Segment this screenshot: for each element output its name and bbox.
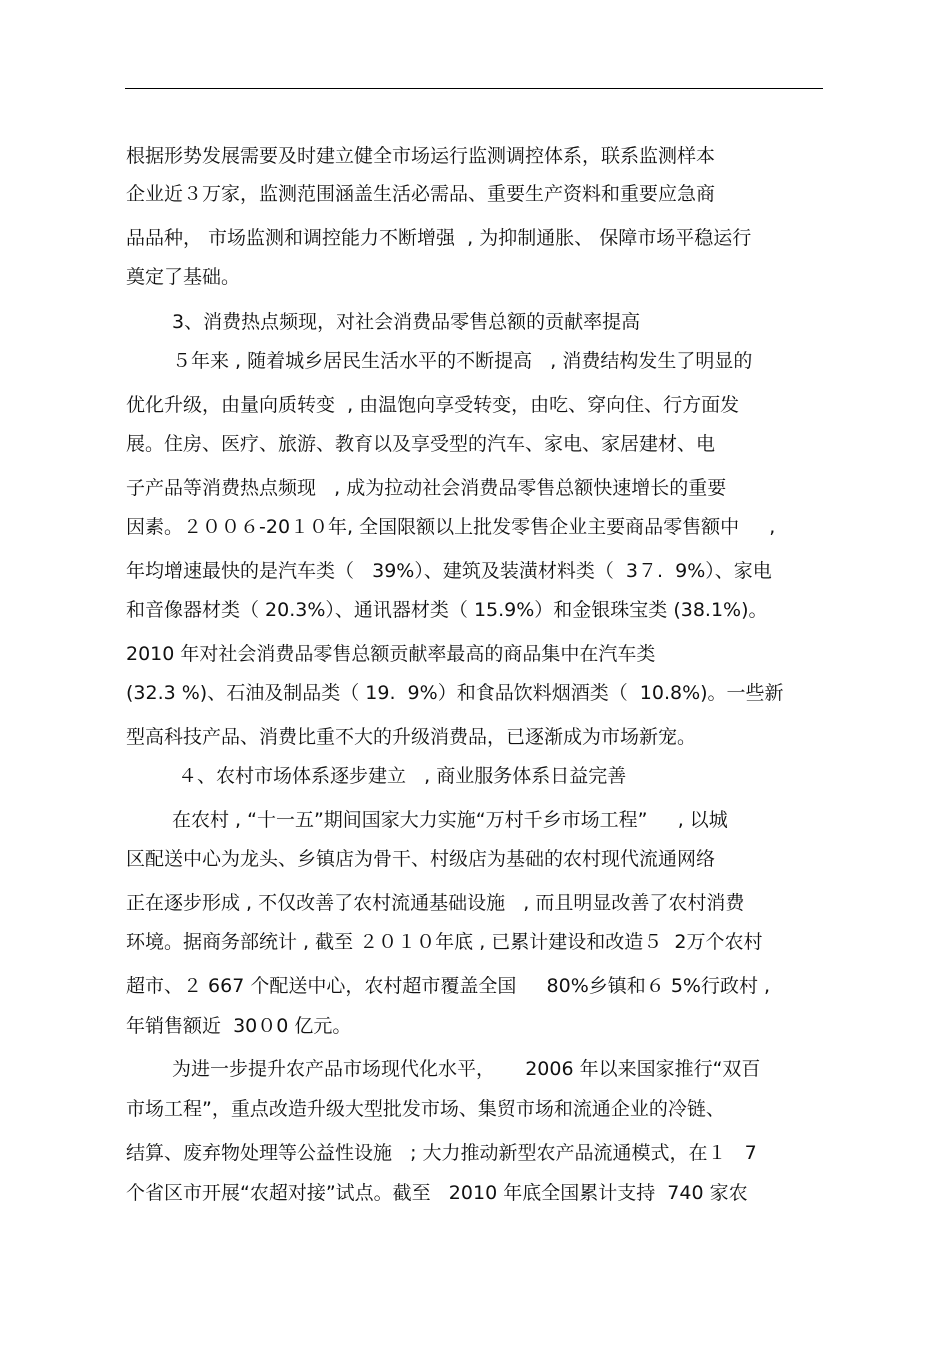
text-line: 型高科技产品、消费比重不大的升级消费品，已逐渐成为市场新宠。 <box>126 726 697 748</box>
section-heading: 3、消费热点频现，对社会消费品零售总额的贡献率提高 <box>172 311 641 333</box>
text-line: 展。住房、医疗、旅游、教育以及享受型的汽车、家电、家居建材、电 <box>126 433 716 455</box>
text-line: 优化升级，由量向质转变 , 由温饱向享受转变，由吃、穿向住、行方面发 <box>126 394 740 416</box>
text-line: 为进一步提升农产品市场现代化水平， 2006 年以来国家推行“双百 <box>172 1058 761 1080</box>
text-line: 市场工程”，重点改造升级大型批发市场、集贸市场和流通企业的冷链、 <box>126 1098 725 1120</box>
text-line: 根据形势发展需要及时建立健全市场运行监测调控体系，联系监测样本 <box>126 145 716 167</box>
text-line: ５年来 , 随着城乡居民生活水平的不断提高 , 消费结构发生了明显的 <box>172 350 753 372</box>
text-line: (32.3 %)、石油及制品类（ 19. 9%）和食品饮料烟酒类（ 10.8%)。一些新 <box>126 682 784 704</box>
text-line: 和音像器材类（ 20.3%）、通讯器材类（ 15.9%）和金银珠宝类 (38.1%)。 <box>126 599 768 621</box>
text-line: 区配送中心为龙头、乡镇店为骨干、村级店为基础的农村现代流通网络 <box>126 848 716 870</box>
text-line: 2010 年对社会消费品零售总额贡献率最高的商品集中在汽车类 <box>126 643 656 665</box>
text-line: 环境。据商务部统计 , 截至 ２０１０年底 , 已累计建设和改造５ 2万个农村 <box>126 931 763 953</box>
text-line: 因素。２００６-20１０年, 全国限额以上批发零售企业主要商品零售额中 , <box>126 516 776 538</box>
section-heading: ４、农村市场体系逐步建立 , 商业服务体系日益完善 <box>178 765 627 787</box>
text-line: 正在逐步形成 , 不仅改善了农村流通基础设施 , 而且明显改善了农村消费 <box>126 892 745 914</box>
text-line: 个省区市开展“农超对接”试点。截至 2010 年底全国累计支持 740 家农 <box>126 1182 748 1204</box>
text-line: 超市、２ 667 个配送中心，农村超市覆盖全国 80%乡镇和６ 5%行政村 , <box>126 975 771 997</box>
text-line: 在农村 , “十一五”期间国家大力实施“万村千乡市场工程” , 以城 <box>172 809 728 831</box>
header-rule <box>125 88 823 89</box>
text-line: 奠定了基础。 <box>126 266 241 288</box>
text-line: 品品种， 市场监测和调控能力不断增强 , 为抑制通胀、 保障市场平稳运行 <box>126 227 752 249</box>
text-line: 子产品等消费热点频现 , 成为拉动社会消费品零售总额快速增长的重要 <box>126 477 727 499</box>
text-line: 年均增速最快的是汽车类（ 39%）、建筑及装潢材料类（ 3７. 9%）、家电 <box>126 560 772 582</box>
text-line: 企业近３万家，监测范围涵盖生活必需品、重要生产资料和重要应急商 <box>126 183 716 205</box>
text-line: 年销售额近 30０0 亿元。 <box>126 1015 352 1037</box>
text-line: 结算、废弃物处理等公益性设施 ; 大力推动新型农产品流通模式，在１ 7 <box>126 1142 757 1164</box>
